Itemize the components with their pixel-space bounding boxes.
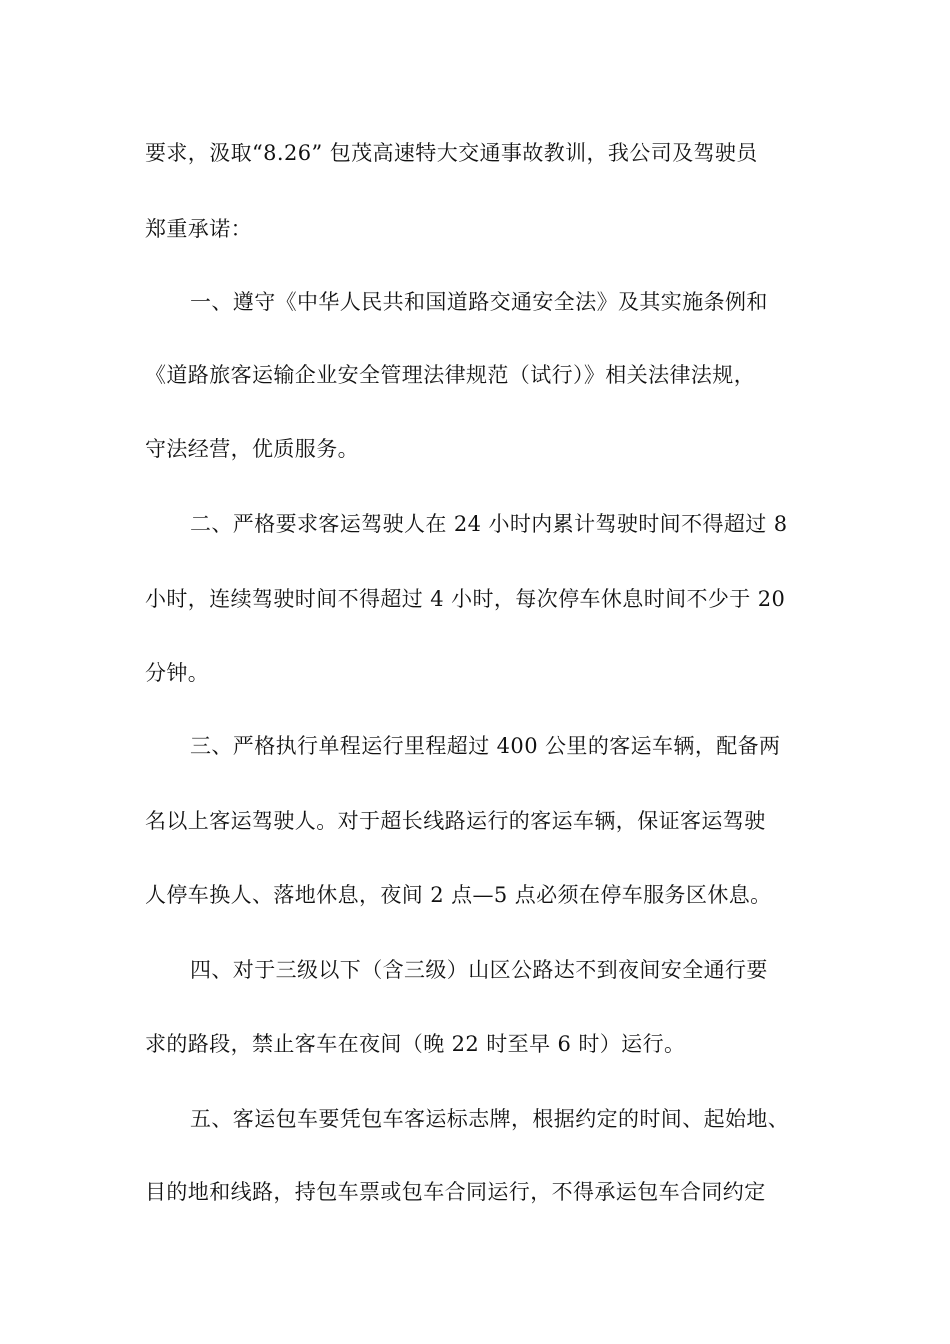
text-line-9: 三、严格执行单程运行里程超过 400 公里的客运车辆，配备两 bbox=[190, 734, 781, 758]
text-line-5: 守法经营，优质服务。 bbox=[145, 437, 359, 461]
text-line-1: 要求，汲取“8.26” 包茂高速特大交通事故教训，我公司及驾驶员 bbox=[145, 141, 758, 165]
text-line-10: 名以上客运驾驶人。对于超长线路运行的客运车辆，保证客运驾驶 bbox=[145, 809, 766, 833]
text-line-11: 人停车换人、落地休息，夜间 2 点—5 点必须在停车服务区休息。 bbox=[145, 883, 772, 907]
text-line-14: 五、客运包车要凭包车客运标志牌，根据约定的时间、起始地、 bbox=[190, 1107, 790, 1131]
text-line-4: 《道路旅客运输企业安全管理法律规范（试行）》相关法律法规， bbox=[145, 363, 756, 387]
text-line-7: 小时，连续驾驶时间不得超过 4 小时，每次停车休息时间不少于 20 bbox=[145, 587, 786, 611]
text-line-13: 求的路段，禁止客车在夜间（晚 22 时至早 6 时）运行。 bbox=[145, 1032, 686, 1056]
text-line-12: 四、对于三级以下（含三级）山区公路达不到夜间安全通行要 bbox=[190, 958, 768, 982]
text-line-15: 目的地和线路，持包车票或包车合同运行，不得承运包车合同约定 bbox=[145, 1180, 766, 1204]
text-line-2: 郑重承诺： bbox=[145, 217, 252, 241]
text-line-8: 分钟。 bbox=[145, 661, 210, 685]
text-line-3: 一、遵守《中华人民共和国道路交通安全法》及其实施条例和 bbox=[190, 290, 768, 314]
text-line-6: 二、严格要求客运驾驶人在 24 小时内累计驾驶时间不得超过 8 bbox=[190, 512, 788, 536]
